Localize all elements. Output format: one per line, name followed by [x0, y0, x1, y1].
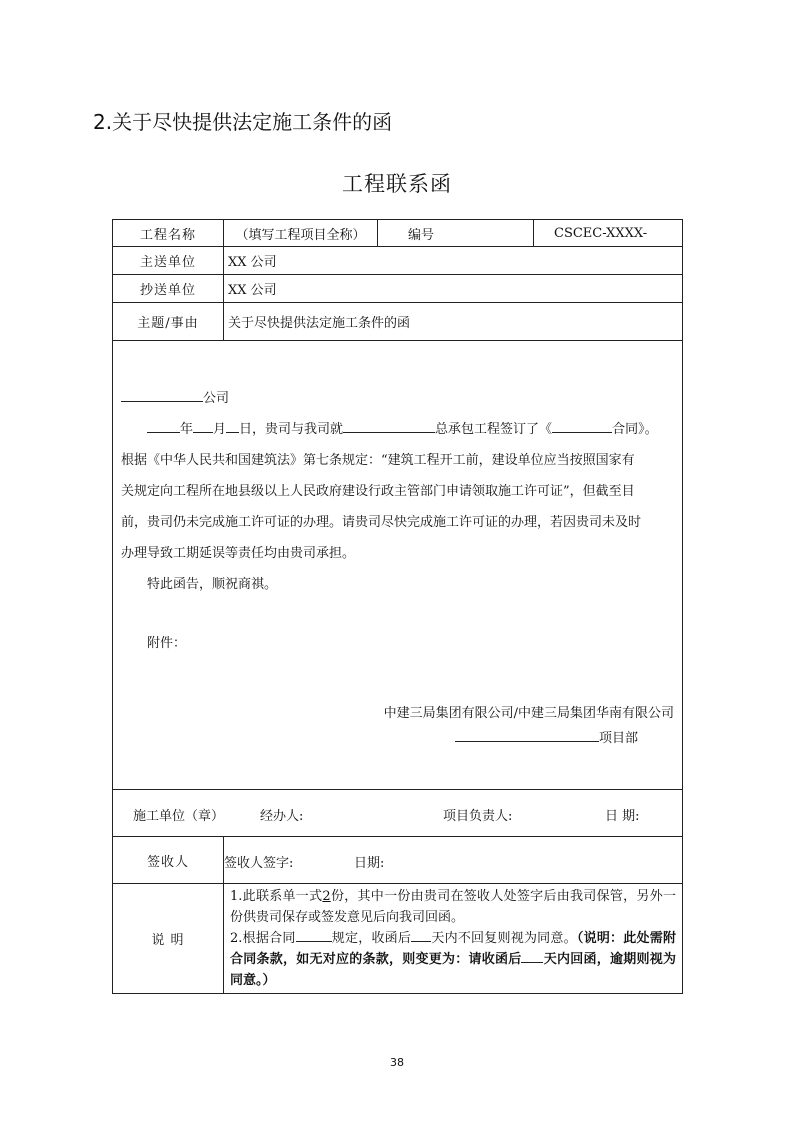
department-line: 项目部 — [455, 723, 674, 754]
section-heading: 2.关于尽快提供法定施工条件的函 — [93, 110, 393, 134]
contact-form-table — [112, 219, 683, 994]
to-unit-value[interactable]: XX 公司 — [224, 247, 683, 275]
signer-company: 中建三局集团有限公司/中建三局集团华南有限公司 — [383, 706, 674, 721]
subject-value[interactable]: 关于尽快提供法定施工条件的函 — [224, 303, 683, 341]
document-title: 工程联系函 — [342, 172, 452, 196]
receiver-signature-text: 签收人签字: — [224, 856, 294, 871]
letter-line-1: 根据《中华人民共和国建筑法》第七条规定：“建筑工程开工前，建设单位应当按照国家有 — [121, 453, 635, 468]
letter-line-3: 前，贵司仍未完成施工许可证的办理。请贵司尽快完成施工许可证的办理，若因贵司未及时 — [121, 515, 642, 530]
cc-unit-label: 抄送单位 — [113, 275, 224, 303]
notes-label: 说 明 — [113, 884, 224, 994]
addressee-blank[interactable] — [121, 389, 203, 402]
receipt-date-label: 日期: — [354, 856, 385, 871]
project-name-value[interactable]: （填写工程项目全称） — [224, 220, 378, 247]
handler-label: 经办人: — [260, 809, 304, 824]
subject-label: 主题/事由 — [113, 303, 224, 341]
project-name-label: 工程名称 — [113, 220, 224, 247]
letter-line-2: 关规定向工程所在地县级以上人民政府建设行政主管部门申请领取施工许可证”，但截至目 — [121, 484, 635, 499]
cc-unit-value[interactable]: XX 公司 — [224, 275, 683, 303]
notes-content: 1.此联系单一式2份，其中一份由贵司在签收人处签字后由我司保管，另外一份供贵司保存或签发意见后向我司回函。 2.根据合同 规定，收函后 天内不回复则视为同意。（说明：此处需附合同条款，如无对应的条款，则变更为：请收函后 天内回函，逾期则视为同意。） — [224, 884, 683, 994]
page-number: 38 — [390, 1056, 404, 1069]
sign-date-label: 日 期: — [605, 809, 640, 824]
department-blank[interactable] — [455, 729, 599, 742]
receiver-label: 签收人 — [113, 837, 224, 884]
letter-body — [113, 341, 683, 790]
letter-line-4: 办理导致工期延误等责任均由贵司承担。 — [121, 546, 356, 561]
number-value[interactable]: CSCEC-XXXX- — [534, 220, 683, 247]
receipt-row — [224, 837, 683, 884]
sign-row — [113, 790, 683, 837]
number-label: 编号 — [378, 220, 534, 247]
addressee-line: 公司 — [121, 383, 674, 414]
to-unit-label: 主送单位 — [113, 247, 224, 275]
letter-paragraph-1: 年 月 日，贵司与我司就 总承包工程签订了《 合同》。 — [121, 414, 674, 445]
attachment-label: 附件： — [147, 636, 187, 651]
closing-text: 特此函告，顺祝商祺。 — [147, 577, 278, 592]
construction-unit-label: 施工单位（章） — [133, 809, 225, 824]
manager-label: 项目负责人: — [443, 809, 513, 824]
